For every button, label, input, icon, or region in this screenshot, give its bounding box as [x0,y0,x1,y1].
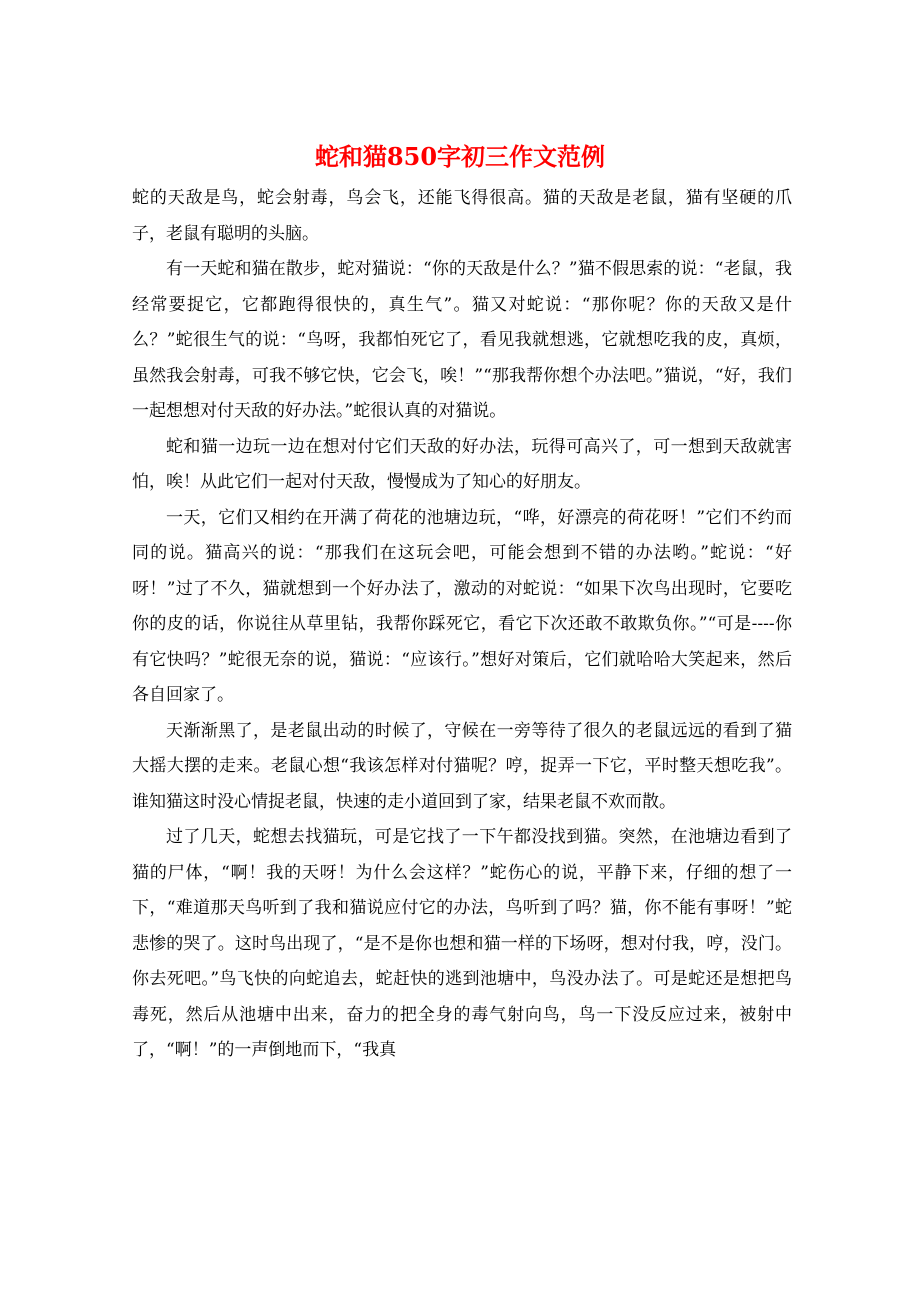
paragraph-4: 一天，它们又相约在开满了荷花的池塘边玩，“哗，好漂亮的荷花呀！”它们不约而同的说。猫高兴的说：“那我们在这玩会吧，可能会想到不错的办法哟。”蛇说：“好呀！”过了不久，猫就想到一个好办法了，激动的对蛇说：“如果下次鸟出现时，它要吃你的皮的话，你说往从草里钻，我帮你踩死它，看它下次还敢不敢欺负你。”“可是----你有它快吗？”蛇很无奈的说，猫说：“应该行。”想好对策后，它们就哈哈大笑起来，然后各自回家了。 [132,507,792,705]
paragraph-6: 过了几天，蛇想去找猫玩，可是它找了一下午都没找到猫。突然，在池塘边看到了猫的尸体，“啊！我的天呀！为什么会这样？”蛇伤心的说，平静下来，仔细的想了一下，“难道那天鸟听到了我和猫说应付它的办法，鸟听到了吗？猫，你不能有事呀！”蛇悲惨的哭了。这时鸟出现了，“是不是你也想和猫一样的下场呀，想对付我，哼，没门。你去死吧。”鸟飞快的向蛇追去，蛇赶快的逃到池塘中，鸟没办法了。可是蛇还是想把鸟毒死，然后从池塘中出来，奋力的把全身的毒气射向鸟，鸟一下没反应过来，被射中了，“啊！”的一声倒地而下，“我真 [132,827,792,1060]
paragraph-1: 蛇的天敌是鸟，蛇会射毒，鸟会飞，还能飞得很高。猫的天敌是老鼠，猫有坚硬的爪子，老鼠有聪明的头脑。 [132,188,792,244]
paragraph-2: 有一天蛇和猫在散步，蛇对猫说：“你的天敌是什么？”猫不假思索的说：“老鼠，我经常要捉它，它都跑得很快的，真生气”。猫又对蛇说：“那你呢？你的天敌又是什么？”蛇很生气的说：“鸟呀，我都怕死它了，看见我就想逃，它就想吃我的皮，真烦，虽然我会射毒，可我不够它快，它会飞，唉！”“那我帮你想个办法吧。”猫说，“好，我们一起想想对付天敌的好办法。”蛇很认真的对猫说。 [132,259,792,421]
document-title: 蛇和猫850字初三作文范例 [314,142,606,171]
paragraph-3: 蛇和猫一边玩一边在想对付它们天敌的好办法，玩得可高兴了，可一想到天敌就害怕，唉！从此它们一起对付天敌，慢慢成为了知心的好朋友。 [132,436,792,492]
paragraph-5: 天渐渐黑了，是老鼠出动的时候了，守候在一旁等待了很久的老鼠远远的看到了猫大摇大摆的走来。老鼠心想“我该怎样对付猫呢？哼，捉弄一下它，平时整天想吃我”。谁知猫这时没心情捉老鼠，快速的走小道回到了家，结果老鼠不欢而散。 [132,720,792,812]
document-body [132,181,792,1069]
